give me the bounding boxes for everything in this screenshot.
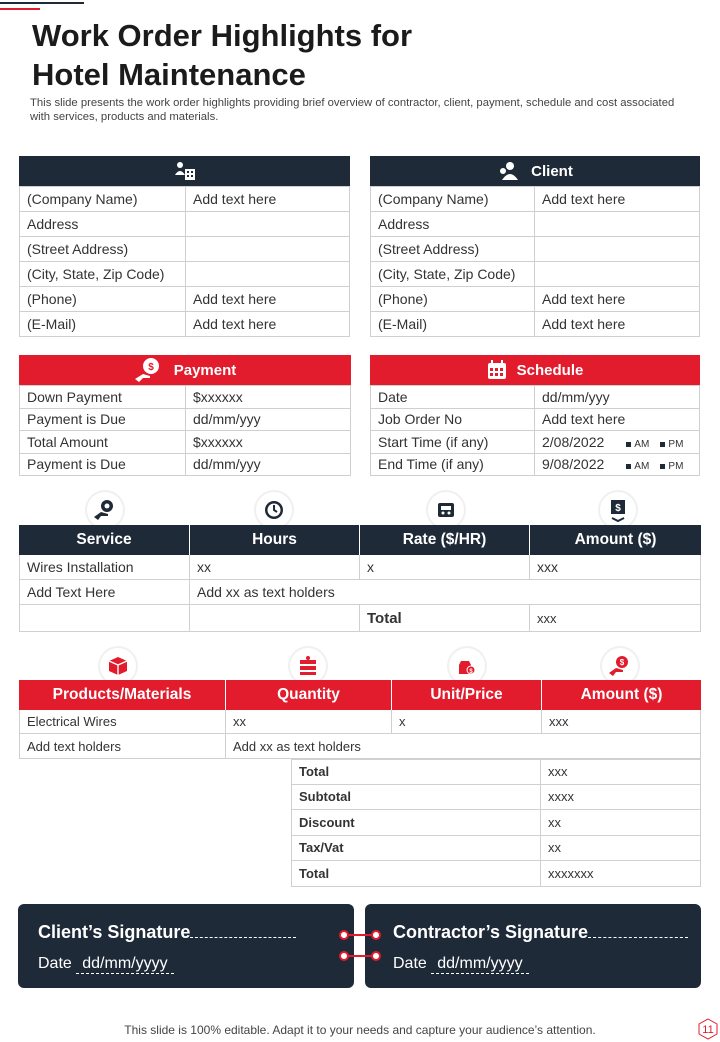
table-row: Wires Installation xx x xxx bbox=[19, 555, 701, 580]
footer-note: This slide is 100% editable. Adapt it to your needs and capture your audience’s attention. bbox=[124, 1023, 596, 1037]
field-label: Job Order No bbox=[371, 408, 535, 431]
svg-text:$: $ bbox=[147, 362, 154, 373]
field-label: Payment is Due bbox=[20, 453, 186, 476]
link-connector-icon bbox=[336, 926, 384, 966]
field-value[interactable]: Add text here bbox=[186, 312, 350, 337]
svg-text:$: $ bbox=[615, 503, 621, 514]
field-label: (Company Name) bbox=[371, 187, 535, 212]
field-label: Total Amount bbox=[20, 431, 186, 454]
contractor-box bbox=[19, 156, 350, 337]
client-title: Client bbox=[531, 162, 573, 180]
field-label: Date bbox=[371, 386, 535, 409]
table-row bbox=[20, 312, 350, 337]
field-label: Address bbox=[371, 212, 535, 237]
table-row bbox=[371, 408, 700, 431]
summary-label: Total bbox=[291, 861, 541, 887]
table-row bbox=[20, 237, 350, 262]
field-value[interactable]: $xxxxxx bbox=[186, 431, 351, 454]
services-total-row bbox=[19, 605, 701, 632]
contractor-header bbox=[19, 156, 350, 186]
summary-label: Discount bbox=[291, 810, 541, 836]
summary-value: xx bbox=[541, 810, 701, 836]
field-value[interactable]: Add text here bbox=[186, 187, 350, 212]
col-amount: Amount ($) bbox=[580, 686, 663, 703]
calendar-icon bbox=[487, 360, 507, 380]
client-signature-title: Client’s Signature bbox=[38, 922, 191, 942]
stack-icon bbox=[290, 648, 326, 684]
field-value[interactable]: dd/mm/yyy bbox=[186, 453, 351, 476]
page-number: 11 bbox=[698, 1018, 718, 1040]
table-row: Electrical Wires xx x xxx bbox=[19, 710, 701, 734]
am-pm-toggle[interactable]: AM PM bbox=[626, 461, 683, 472]
table-row bbox=[20, 287, 350, 312]
field-value[interactable]: Add text here bbox=[535, 408, 700, 431]
top-accent bbox=[0, 2, 84, 6]
contractor-table bbox=[19, 186, 350, 337]
field-value[interactable]: Add text here bbox=[535, 287, 700, 312]
table-row bbox=[371, 237, 700, 262]
products-header-row bbox=[19, 680, 701, 710]
field-label: (E-Mail) bbox=[20, 312, 186, 337]
schedule-header bbox=[370, 355, 700, 385]
col-rate: Rate ($/HR) bbox=[360, 525, 530, 555]
table-row bbox=[20, 408, 351, 431]
field-value[interactable]: dd/mm/yyy bbox=[535, 386, 700, 409]
table-row bbox=[20, 262, 350, 287]
field-value[interactable]: dd/mm/yyy bbox=[186, 408, 351, 431]
table-row bbox=[371, 386, 700, 409]
summary-row bbox=[291, 759, 701, 785]
field-value[interactable] bbox=[535, 237, 700, 262]
summary-label: Subtotal bbox=[291, 785, 541, 811]
contractor-signature-box bbox=[365, 904, 701, 988]
schedule-title: Schedule bbox=[516, 361, 584, 379]
field-value[interactable]: Add text here bbox=[186, 287, 350, 312]
table-row bbox=[371, 287, 700, 312]
services-total-value: xxx bbox=[530, 605, 701, 632]
field-value[interactable] bbox=[535, 262, 700, 287]
contractor-date-value[interactable]: dd/mm/yyyy bbox=[431, 955, 528, 974]
schedule-box bbox=[370, 355, 700, 476]
field-label: Payment is Due bbox=[20, 408, 186, 431]
summary-label: Total bbox=[291, 759, 541, 785]
table-row bbox=[371, 431, 700, 454]
summary-value: xx bbox=[541, 836, 701, 862]
client-date-value[interactable]: dd/mm/yyyy bbox=[76, 955, 173, 974]
field-value[interactable] bbox=[186, 237, 350, 262]
client-icon bbox=[497, 161, 521, 181]
field-value[interactable] bbox=[535, 212, 700, 237]
client-signature-box bbox=[18, 904, 354, 988]
services-table bbox=[19, 525, 701, 632]
contractor-icon bbox=[172, 161, 198, 181]
services-header-row bbox=[19, 525, 701, 555]
col-quantity: Quantity bbox=[226, 680, 392, 710]
summary-value: xxx bbox=[541, 759, 701, 785]
field-value[interactable] bbox=[186, 212, 350, 237]
amount-dollar-icon bbox=[600, 492, 636, 528]
field-label: (City, State, Zip Code) bbox=[20, 262, 186, 287]
client-table bbox=[370, 186, 700, 337]
client-box bbox=[370, 156, 700, 337]
col-amount: Amount ($) bbox=[574, 531, 657, 548]
page-subtitle: This slide presents the work order highlights providing brief overview of contractor, client, payment, schedule and cost associated with services, products and materials. bbox=[30, 97, 675, 123]
summary-label: Tax/Vat bbox=[291, 836, 541, 862]
contractor-date-label: Date bbox=[393, 955, 427, 972]
summary-value: xxxxxxx bbox=[541, 861, 701, 887]
payment-title: Payment bbox=[173, 361, 237, 379]
field-value[interactable]: 9/08/2022 AM PM bbox=[535, 453, 700, 476]
payment-box bbox=[19, 355, 351, 476]
field-label: End Time (if any) bbox=[371, 453, 535, 476]
col-service: Service bbox=[19, 525, 190, 555]
field-label: (City, State, Zip Code) bbox=[371, 262, 535, 287]
field-value[interactable]: Add text here bbox=[535, 187, 700, 212]
payment-table bbox=[19, 385, 351, 476]
rate-meter-icon bbox=[428, 492, 464, 528]
products-table bbox=[19, 680, 701, 759]
client-date-label: Date bbox=[38, 955, 72, 972]
service-icon bbox=[87, 492, 123, 528]
price-tag-icon bbox=[449, 648, 485, 684]
contractor-signature-title: Contractor’s Signature bbox=[393, 922, 589, 942]
table-row bbox=[371, 212, 700, 237]
table-row: Add Text Here Add xx as text holders bbox=[19, 580, 701, 605]
table-row bbox=[20, 431, 351, 454]
col-hours: Hours bbox=[190, 525, 360, 555]
money-bag-icon bbox=[134, 357, 164, 383]
svg-text:$: $ bbox=[469, 669, 473, 675]
table-row bbox=[20, 386, 351, 409]
field-label: Down Payment bbox=[20, 386, 186, 409]
table-row bbox=[20, 187, 350, 212]
field-label: (Street Address) bbox=[371, 237, 535, 262]
page-title: Work Order Highlights for Hotel Maintenance bbox=[32, 18, 413, 92]
clock-icon bbox=[256, 492, 292, 528]
summary-row bbox=[291, 836, 701, 862]
summary-row bbox=[291, 861, 701, 887]
payment-header bbox=[19, 355, 351, 385]
table-row: Add text holders Add xx as text holders bbox=[19, 734, 701, 759]
services-total-label: Total bbox=[360, 605, 530, 632]
table-row bbox=[371, 453, 700, 476]
schedule-table bbox=[370, 385, 700, 476]
table-row bbox=[20, 212, 350, 237]
am-pm-toggle[interactable]: AM PM bbox=[626, 439, 683, 450]
field-label: Start Time (if any) bbox=[371, 431, 535, 454]
table-row bbox=[371, 187, 700, 212]
table-row bbox=[20, 453, 351, 476]
field-label: (Street Address) bbox=[20, 237, 186, 262]
field-label: (Phone) bbox=[371, 287, 535, 312]
table-row bbox=[371, 312, 700, 337]
field-label: (Company Name) bbox=[20, 187, 186, 212]
svg-text:$: $ bbox=[619, 658, 625, 667]
col-products: Products/Materials bbox=[19, 680, 226, 710]
summary-row bbox=[291, 810, 701, 836]
field-label: Address bbox=[20, 212, 186, 237]
money-hand-icon bbox=[602, 648, 638, 684]
summary-row bbox=[291, 785, 701, 811]
field-label: (E-Mail) bbox=[371, 312, 535, 337]
field-label: (Phone) bbox=[20, 287, 186, 312]
client-header bbox=[370, 156, 700, 186]
field-value[interactable] bbox=[186, 262, 350, 287]
field-value[interactable]: 2/08/2022 AM PM bbox=[535, 431, 700, 454]
summary-value: xxxx bbox=[541, 785, 701, 811]
table-row bbox=[371, 262, 700, 287]
box-icon bbox=[100, 648, 136, 684]
field-value[interactable]: $xxxxxx bbox=[186, 386, 351, 409]
field-value[interactable]: Add text here bbox=[535, 312, 700, 337]
summary-table bbox=[291, 759, 701, 887]
col-unit-price: Unit/Price bbox=[392, 680, 542, 710]
